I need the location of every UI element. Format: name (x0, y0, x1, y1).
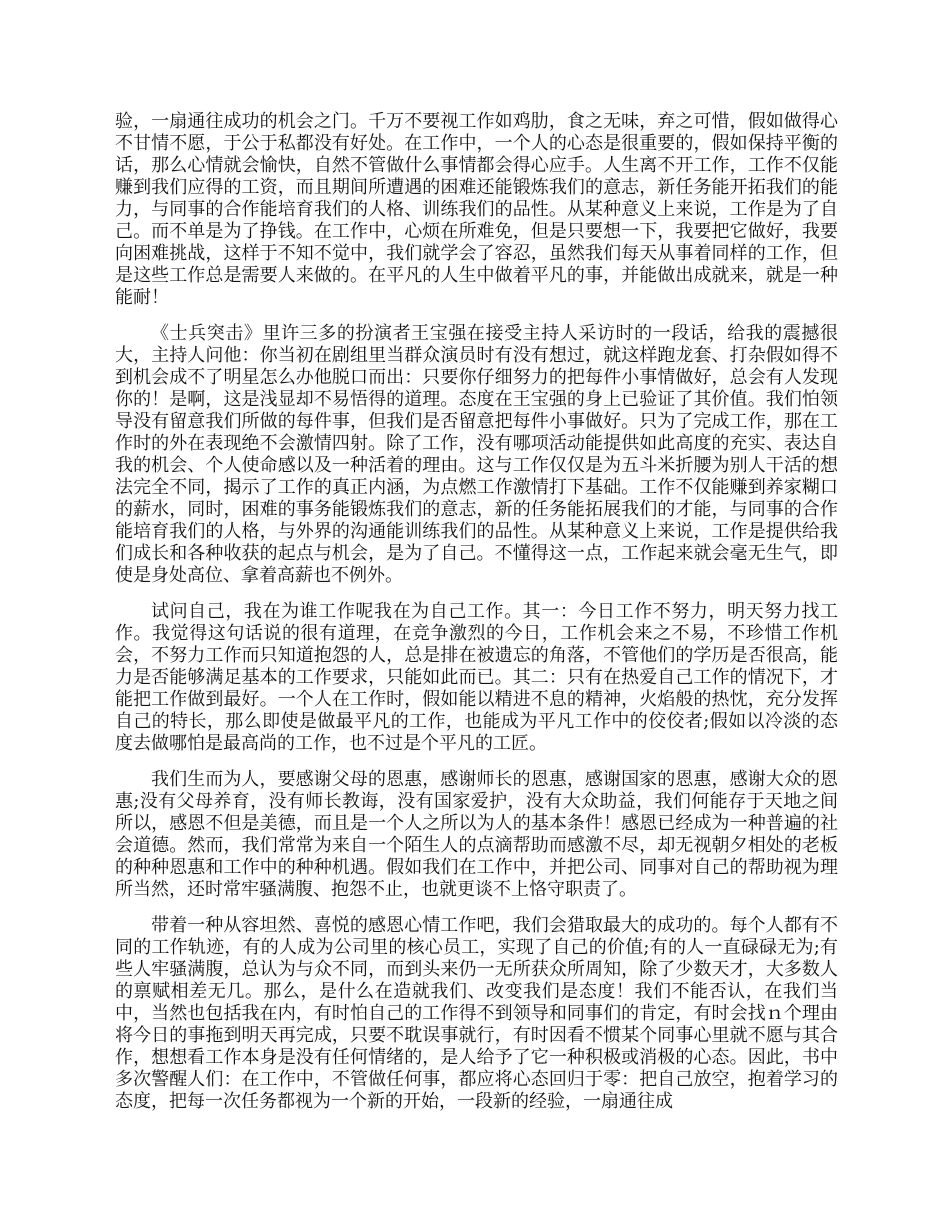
paragraph-1: 验，一扇通往成功的机会之门。千万不要视工作如鸡肋，食之无味，弃之可惜，假如做得心不甘情不愿，于公于私都没有好处。在工作中，一个人的心态是很重要的，假如保持平衡的话，那么心情就会愉快，自然不管做什么事情都会得心应手。人生离不开工作，工作不仅能赚到我们应得的工资，而且期间所遭遇的困难还能锻炼我们的意志，新任务能开拓我们的能力，与同事的合作能培育我们的人格、训练我们的品性。从某种意义上来说，工作是为了自己。而不单是为了挣钱。在工作中，心烦在所难免，但是只要想一下，我要把它做好，我要向困难挑战，这样于不知不觉中，我们就学会了容忍，虽然我们每天从事着同样的工作，但是这些工作总是需要人来做的。在平凡的人生中做着平凡的事，并能做出成就来，就是一种能耐！ (115, 111, 838, 308)
paragraph-5: 带着一种从容坦然、喜悦的感恩心情工作吧，我们会猎取最大的成功的。每个人都有不同的工作轨迹，有的人成为公司里的核心员工，实现了自己的价值;有的人一直碌碌无为;有些人牢骚满腹，总认为与众不同，而到头来仍一无所获众所周知，除了少数天才，大多数人的禀赋相差无几。那么，是什么在造就我们、改变我们是态度！我们不能否认，在我们当中，当然也包括我在内，有时怕自己的工作得不到领导和同事们的肯定，有时会找ｎ个理由将今日的事拖到明天再完成，只要不耽误事就行，有时因看不惯某个同事心里就不愿与其合作，想想看工作本身是没有任何情绪的，是人给予了它一种积极或消极的心态。因此，书中多次警醒人们：在工作中，不管做任何事，都应将心态回归于零：把自己放空，抱着学习的态度，把每一次任务都视为一个新的开始，一段新的经验，一扇通往成 (115, 915, 838, 1112)
paragraph-3: 试问自己，我在为谁工作呢我在为自己工作。其一：今日工作不努力，明天努力找工作。我觉得这句话说的很有道理，在竞争激烈的今日，工作机会来之不易，不珍惜工作机会，不努力工作而只知道抱怨的人，总是排在被遗忘的角落，不管他们的学历是否很高，能力是否能够满足基本的工作要求，只能如此而已。其二：只有在热爱自己工作的情况下，才能把工作做到最好。一个人在工作时，假如能以精进不息的精神，火焰般的热忱，充分发挥自己的特长，那么即使是做最平凡的工作，也能成为平凡工作中的佼佼者;假如以冷淡的态度去做哪怕是最高尚的工作，也不过是个平凡的工匠。 (115, 601, 838, 754)
paragraph-2: 《士兵突击》里许三多的扮演者王宝强在接受主持人采访时的一段话，给我的震撼很大，主持人问他：你当初在剧组里当群众演员时有没有想过，就这样跑龙套、打杂假如得不到机会成不了明星怎么办他脱口而出：只要你仔细努力的把每件小事情做好，总会有人发现你的！是啊，这是浅显却不易悟得的道理。态度在王宝强的身上已验证了其价值。我们怕领导没有留意我们所做的每件事，但我们是否留意把每件小事做好。只为了完成工作，那在工作时的外在表现绝不会激情四射。除了工作，没有哪项活动能提供如此高度的充实、表达自我的机会、个人使命感以及一种活着的理由。这与工作仅仅是为五斗米折腰为别人干活的想法完全不同，揭示了工作的真正内涵，为点燃工作激情打下基础。工作不仅能赚到养家糊口的薪水，同时，困难的事务能锻炼我们的意志，新的任务能拓展我们的才能，与同事的合作能培育我们的人格，与外界的沟通能训练我们的品性。从某种意义上来说，工作是提供给我们成长和各种收获的起点与机会，是为了自己。不懂得这一点，工作起来就会毫无生气，即使是身处高位、拿着高薪也不例外。 (115, 323, 838, 586)
paragraph-4: 我们生而为人，要感谢父母的恩惠，感谢师长的恩惠，感谢国家的恩惠，感谢大众的恩惠;没有父母养育，没有师长教诲，没有国家爱护，没有大众助益，我们何能存于天地之间所以，感恩不但是美德，而且是一个人之所以为人的基本条件！感恩已经成为一种普遍的社会道德。然而，我们常常为来自一个陌生人的点滴帮助而感激不尽，却无视朝夕相处的老板的种种恩惠和工作中的种种机遇。假如我们在工作中，并把公司、同事对自己的帮助视为理所当然，还时常牢骚满腹、抱怨不止，也就更谈不上恪守职责了。 (115, 769, 838, 900)
document-body (115, 111, 838, 1127)
